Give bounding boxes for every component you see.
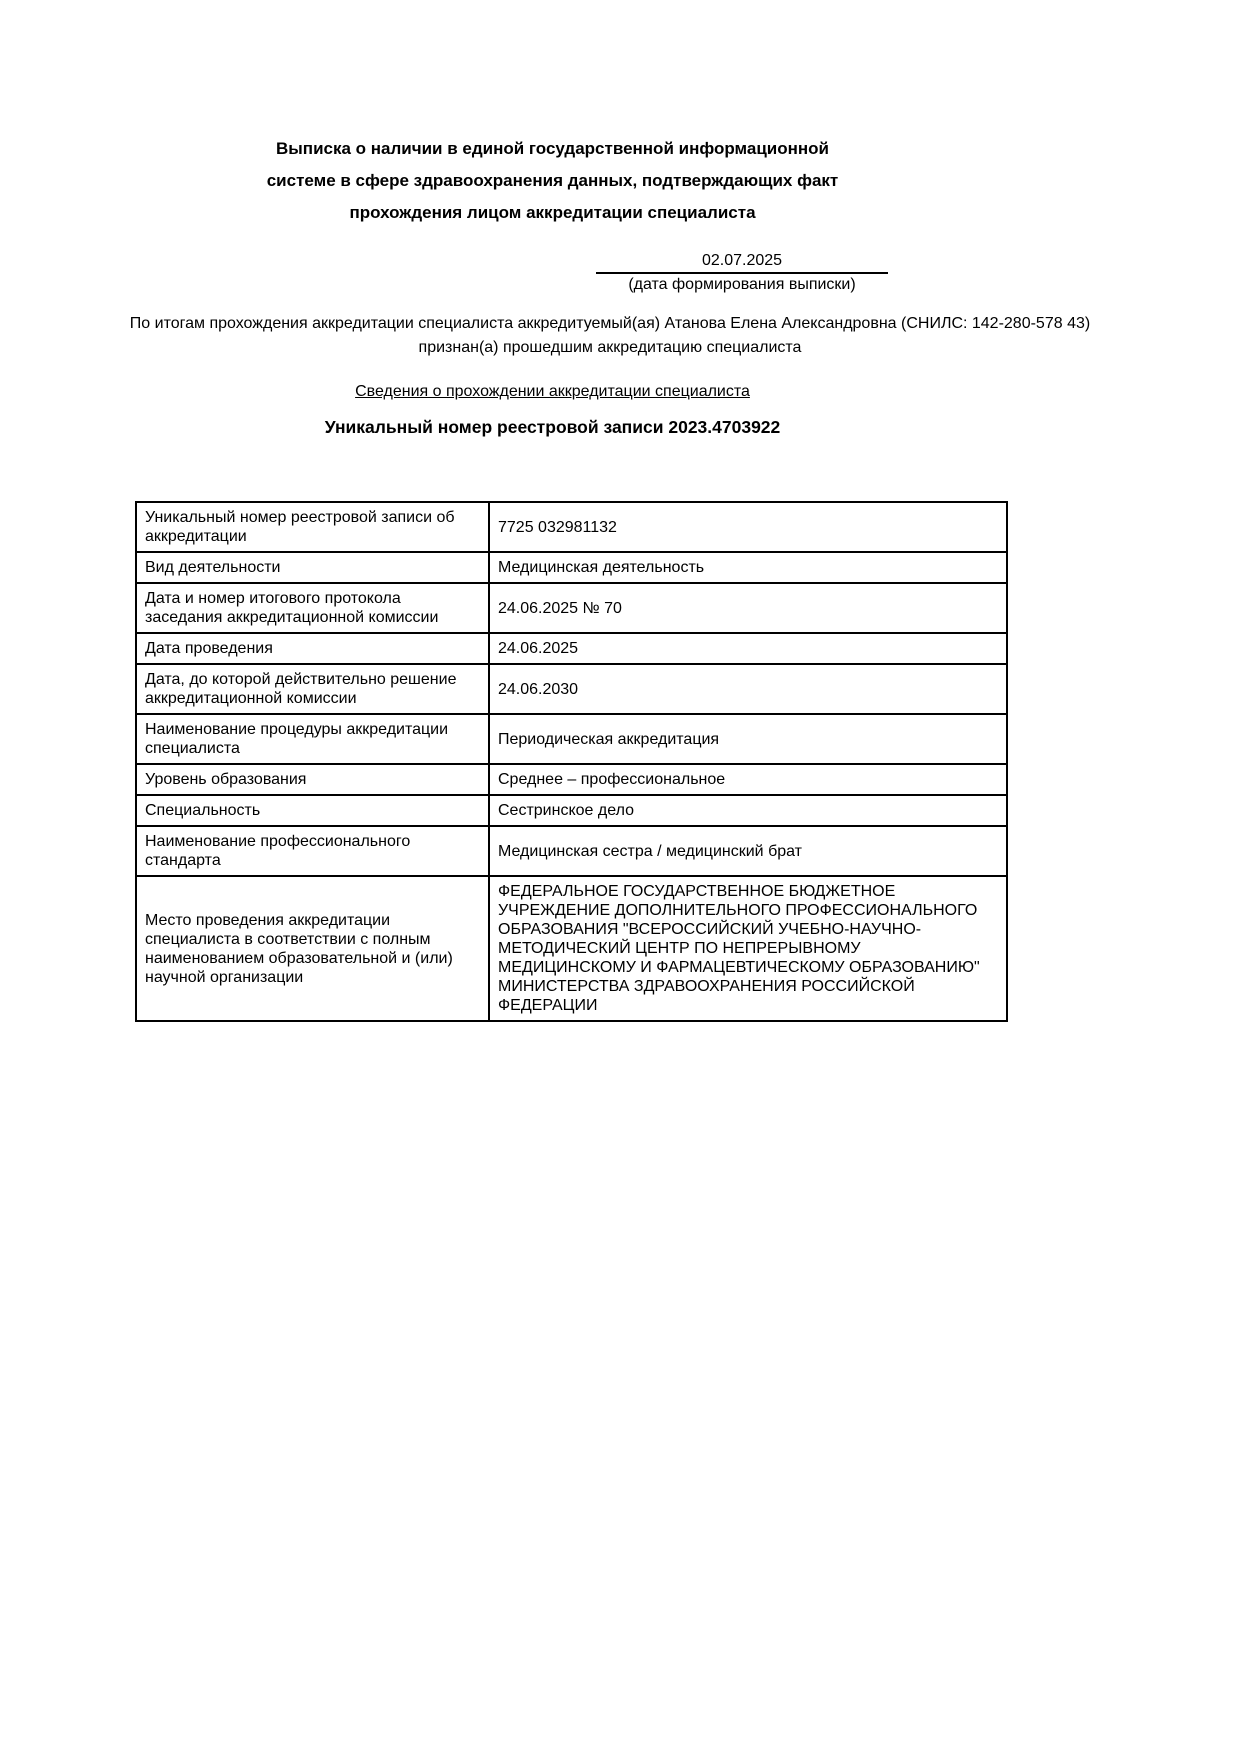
section-heading: Сведения о прохождении аккредитации специалиста bbox=[355, 383, 750, 400]
table-row bbox=[136, 795, 1007, 826]
registry-number-heading: Уникальный номер реестровой записи 2023.4703922 bbox=[324, 417, 781, 437]
row-value-cell: 7725 032981132 bbox=[489, 502, 1007, 552]
intro-paragraph: По итогам прохождения аккредитации специалиста аккредитуемый(ая) Атанова Елена Александровна (СНИЛС: 142-280-578 43) признан(а) прошедшим аккредитацию специалиста bbox=[129, 315, 1091, 356]
formation-date-value: 02.07.2025 bbox=[596, 251, 888, 274]
row-label-cell: Специальность bbox=[136, 795, 489, 826]
row-label-cell: Дата, до которой действительно решение аккредитационной комиссии bbox=[136, 664, 489, 714]
table-row bbox=[136, 714, 1007, 764]
row-label-cell: Дата и номер итогового протокола заседания аккредитационной комиссии bbox=[136, 583, 489, 633]
row-value-cell: Среднее – профессиональное bbox=[489, 764, 1007, 795]
document-column-lower bbox=[135, 382, 980, 1022]
row-label-cell: Уникальный номер реестровой записи об аккредитации bbox=[136, 502, 489, 552]
table-row bbox=[136, 633, 1007, 664]
table-row bbox=[136, 876, 1007, 1021]
table-row bbox=[136, 583, 1007, 633]
formation-date-block bbox=[596, 251, 888, 295]
row-label-cell: Место проведения аккредитации специалиста в соответствии с полным наименованием образовательной и (или) научной организации bbox=[136, 876, 489, 1021]
row-value-cell: Медицинская сестра / медицинский брат bbox=[489, 826, 1007, 876]
document-title-line: Выписка о наличии в единой государственной информационной bbox=[276, 139, 829, 158]
table-row bbox=[136, 664, 1007, 714]
row-label-cell: Дата проведения bbox=[136, 633, 489, 664]
table-row bbox=[136, 826, 1007, 876]
row-label-cell: Вид деятельности bbox=[136, 552, 489, 583]
row-label-cell: Наименование процедуры аккредитации специалиста bbox=[136, 714, 489, 764]
document-column bbox=[135, 133, 970, 295]
accreditation-table bbox=[135, 501, 1008, 1022]
row-label-cell: Уровень образования bbox=[136, 764, 489, 795]
row-value-cell: 24.06.2025 bbox=[489, 633, 1007, 664]
row-value-cell: Медицинская деятельность bbox=[489, 552, 1007, 583]
row-value-cell: ФЕДЕРАЛЬНОЕ ГОСУДАРСТВЕННОЕ БЮДЖЕТНОЕ УЧРЕЖДЕНИЕ ДОПОЛНИТЕЛЬНОГО ПРОФЕССИОНАЛЬНОГО ОБРАЗОВАНИЯ "ВСЕРОССИЙСКИЙ УЧЕБНО-НАУЧНО-МЕТОДИЧЕСКИЙ ЦЕНТР ПО НЕПРЕРЫВНОМУ МЕДИЦИНСКОМУ И ФАРМАЦЕВТИЧЕСКОМУ ОБРАЗОВАНИЮ" МИНИСТЕРСТВА ЗДРАВООХРАНЕНИЯ РОССИЙСКОЙ ФЕДЕРАЦИИ bbox=[489, 876, 1007, 1021]
document-title bbox=[135, 133, 970, 229]
accreditation-table-body bbox=[136, 502, 1007, 1021]
row-label-cell: Наименование профессионального стандарта bbox=[136, 826, 489, 876]
document-title-line: системе в сфере здравоохранения данных, подтверждающих факт bbox=[266, 171, 839, 190]
table-row bbox=[136, 552, 1007, 583]
document-title-line: прохождения лицом аккредитации специалиста bbox=[349, 203, 756, 222]
table-row bbox=[136, 764, 1007, 795]
formation-date-caption: (дата формирования выписки) bbox=[628, 276, 856, 293]
row-value-cell: 24.06.2025 № 70 bbox=[489, 583, 1007, 633]
row-value-cell: Сестринское дело bbox=[489, 795, 1007, 826]
row-value-cell: 24.06.2030 bbox=[489, 664, 1007, 714]
row-value-cell: Периодическая аккредитация bbox=[489, 714, 1007, 764]
table-row bbox=[136, 502, 1007, 552]
